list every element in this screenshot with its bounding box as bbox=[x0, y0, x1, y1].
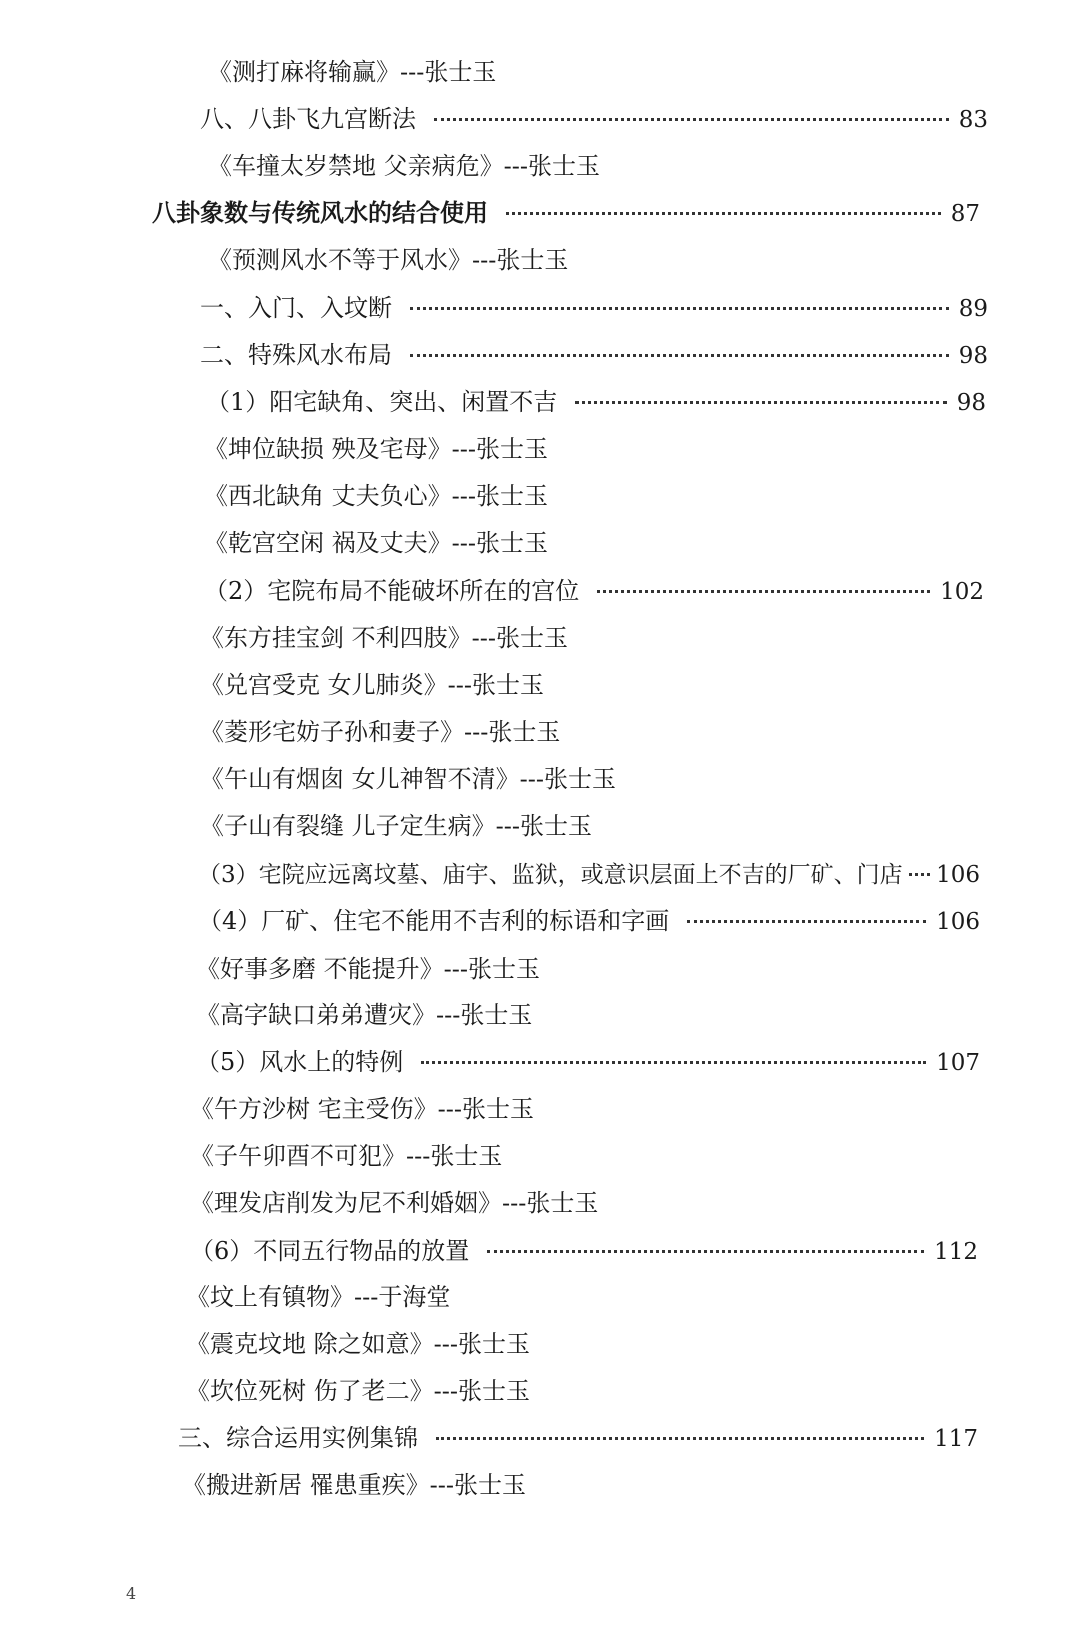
dot-leader bbox=[421, 1061, 926, 1064]
dot-leader bbox=[410, 307, 949, 310]
toc-entry bbox=[200, 621, 568, 655]
toc-entry-title: 《坟上有镇物》---于海堂 bbox=[186, 1283, 451, 1311]
dot-leader bbox=[410, 354, 949, 357]
dot-leader bbox=[687, 920, 926, 923]
toc-page-number: 98 bbox=[956, 390, 986, 416]
page-corner-mark: 4 bbox=[126, 1584, 137, 1603]
toc-entry bbox=[190, 1234, 978, 1269]
toc-page-number: 87 bbox=[950, 201, 980, 227]
toc-entry-title: 《震克坟地 除之如意》---张士玉 bbox=[186, 1330, 530, 1358]
toc-entry bbox=[200, 291, 988, 326]
toc-entry bbox=[208, 55, 496, 89]
toc-entry-title: 《午山有烟囱 女儿神智不清》---张士玉 bbox=[200, 765, 616, 793]
toc-page-number: 117 bbox=[934, 1426, 978, 1452]
toc-entry-title: 《车撞太岁禁地 父亲病危》---张士玉 bbox=[208, 152, 600, 180]
toc-entry bbox=[200, 668, 544, 702]
toc-entry bbox=[204, 526, 548, 560]
toc-entry bbox=[200, 338, 988, 373]
toc-entry bbox=[208, 243, 568, 277]
toc-page-number: 102 bbox=[940, 579, 984, 605]
toc-section-heading bbox=[152, 196, 980, 231]
toc-entry-title: 《子午卯酉不可犯》---张士玉 bbox=[190, 1142, 503, 1170]
toc-page-number: 83 bbox=[958, 107, 988, 133]
toc-entry bbox=[196, 952, 540, 986]
toc-entry bbox=[186, 1327, 530, 1361]
toc-entry-title: 《理发店削发为尼不利婚姻》---张士玉 bbox=[190, 1189, 599, 1217]
toc-entry-title: 《兑宫受克 女儿肺炎》---张士玉 bbox=[200, 671, 544, 699]
toc-entry-title: （4）厂矿、住宅不能用不吉利的标语和字画 bbox=[198, 907, 670, 935]
toc-entry bbox=[198, 858, 980, 892]
toc-entry-title: 《高字缺口弟弟遭灾》---张士玉 bbox=[196, 1001, 533, 1029]
toc-entry-title: 二、特殊风水布局 bbox=[200, 341, 392, 369]
toc-entry-title: （5）风水上的特例 bbox=[196, 1048, 404, 1076]
toc-entry bbox=[200, 102, 988, 137]
toc-entry bbox=[206, 385, 986, 420]
toc-entry-title: （1）阳宅缺角、突出、闲置不吉 bbox=[206, 388, 558, 416]
toc-entry bbox=[204, 574, 984, 609]
toc-entry bbox=[186, 1280, 450, 1314]
dot-leader bbox=[436, 1437, 924, 1440]
toc-entry-title: 《西北缺角 丈夫负心》---张士玉 bbox=[204, 482, 548, 510]
toc-entry-title: 八、八卦飞九宫断法 bbox=[200, 105, 416, 133]
dot-leader bbox=[487, 1250, 924, 1253]
dot-leader bbox=[434, 118, 949, 121]
toc-entry bbox=[186, 1374, 530, 1408]
toc-entry bbox=[204, 479, 548, 513]
toc-entry-title: （6）不同五行物品的放置 bbox=[190, 1237, 470, 1265]
toc-page-number: 106 bbox=[936, 862, 980, 888]
dot-leader bbox=[575, 401, 946, 404]
toc-page-number: 89 bbox=[958, 296, 988, 322]
toc-page-number: 98 bbox=[958, 343, 988, 369]
dot-leader bbox=[506, 212, 941, 215]
toc-entry bbox=[178, 1421, 978, 1456]
dot-leader bbox=[597, 590, 930, 593]
toc-entry-title: 《菱形宅妨子孙和妻子》---张士玉 bbox=[200, 718, 561, 746]
toc-entry bbox=[204, 432, 548, 466]
toc-page-number: 107 bbox=[936, 1050, 980, 1076]
toc-entry-title: 《乾宫空闲 祸及丈夫》---张士玉 bbox=[204, 529, 548, 557]
toc-entry bbox=[200, 809, 592, 843]
toc-entry bbox=[190, 1139, 502, 1173]
toc-entry-title: 八卦象数与传统风水的结合使用 bbox=[152, 198, 488, 227]
dot-leader bbox=[909, 873, 930, 876]
toc-page-number: 112 bbox=[934, 1239, 978, 1265]
toc-entry bbox=[196, 1045, 980, 1080]
toc-entry bbox=[182, 1468, 526, 1502]
toc-entry-title: 《子山有裂缝 儿子定生病》---张士玉 bbox=[200, 812, 592, 840]
toc-entry-title: 一、入门、入坟断 bbox=[200, 294, 392, 322]
toc-entry bbox=[190, 1186, 598, 1220]
toc-entry-title: 《搬进新居 罹患重疾》---张士玉 bbox=[182, 1471, 526, 1499]
toc-entry bbox=[200, 715, 560, 749]
toc-entry-title: 《预测风水不等于风水》---张士玉 bbox=[208, 246, 569, 274]
toc-page-number: 106 bbox=[936, 909, 980, 935]
toc-entry-title: 《坤位缺损 殃及宅母》---张士玉 bbox=[204, 435, 548, 463]
toc-entry-title: （2）宅院布局不能破坏所在的宫位 bbox=[204, 577, 580, 605]
toc-entry bbox=[200, 762, 616, 796]
toc-entry bbox=[208, 149, 600, 183]
toc-entry-title: 《午方沙树 宅主受伤》---张士玉 bbox=[190, 1095, 534, 1123]
toc-entry-title: （3）宅院应远离坟墓、庙宇、监狱，或意识层面上不吉的厂矿、门店 bbox=[198, 862, 903, 888]
toc-entry-title: 《测打麻将输赢》---张士玉 bbox=[208, 58, 497, 86]
toc-entry bbox=[198, 904, 980, 939]
toc-entry-title: 三、综合运用实例集锦 bbox=[178, 1424, 418, 1452]
toc-entry-title: 《好事多磨 不能提升》---张士玉 bbox=[196, 955, 540, 983]
toc-entry bbox=[196, 998, 532, 1032]
toc-entry bbox=[190, 1092, 534, 1126]
toc-entry-title: 《坎位死树 伤了老二》---张士玉 bbox=[186, 1377, 530, 1405]
toc-entry-title: 《东方挂宝剑 不利四肢》---张士玉 bbox=[200, 624, 568, 652]
